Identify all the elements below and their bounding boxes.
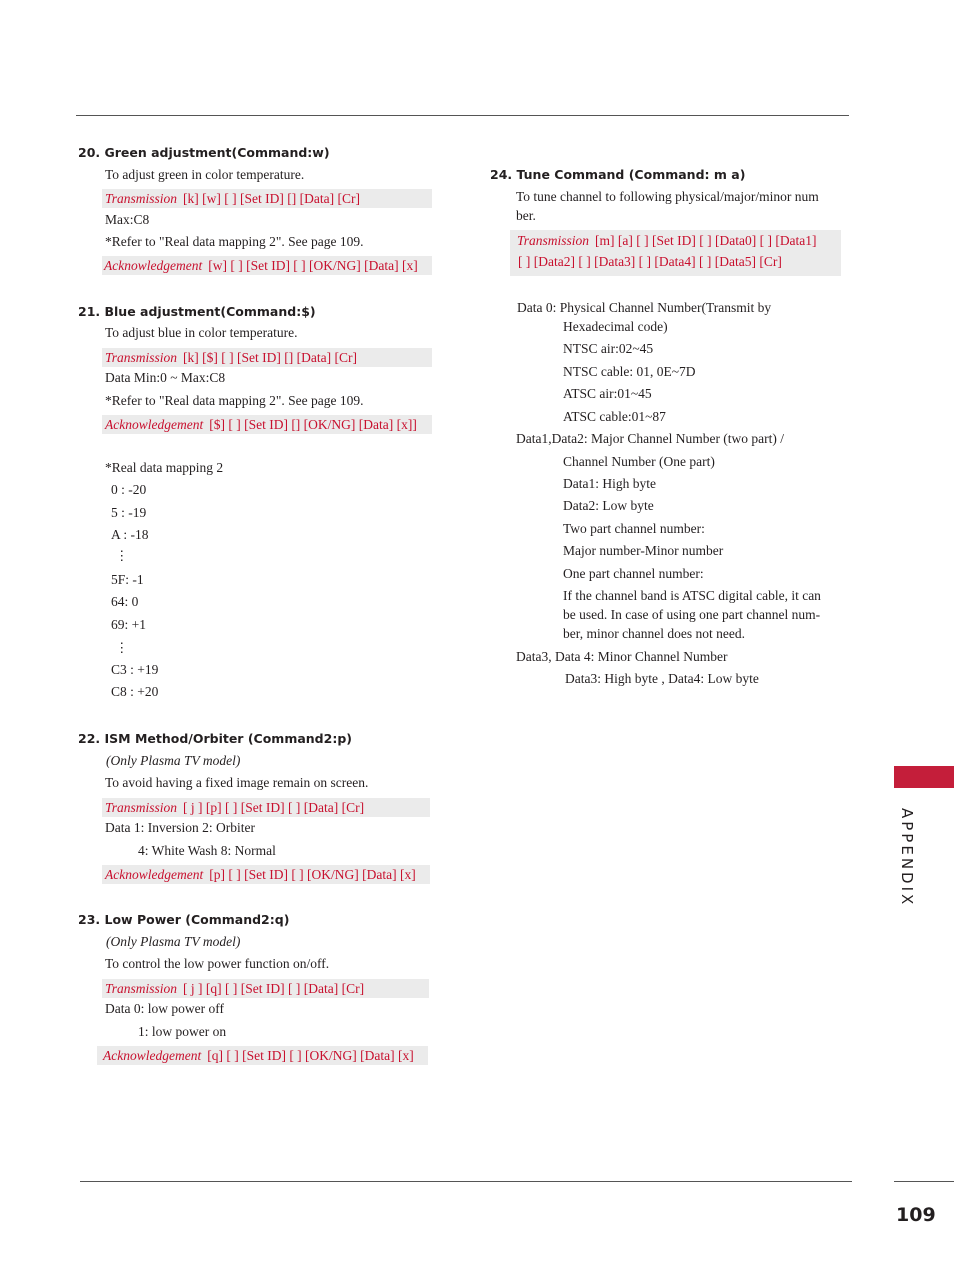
acknowledgement-code: [q] [ ] [Set ID] [ ] [OK/NG] [Data] [x] [207, 1048, 414, 1063]
acknowledgement-label: Acknowledgement [105, 417, 204, 432]
high-byte: Data1: High byte [563, 476, 656, 491]
section-24-desc: To tune channel to following physical/major/minor num [516, 189, 819, 204]
mapping-row: 64: 0 [111, 594, 139, 609]
transmission-label: Transmission [105, 350, 178, 365]
transmission-label: Transmission [517, 233, 590, 248]
bottom-rule [80, 1181, 852, 1182]
section-22-data2: 4: White Wash 8: Normal [138, 843, 276, 858]
note-line-2: be used. In case of using one part channel num- [563, 607, 821, 622]
mapping-row: A : -18 [111, 527, 149, 542]
section-22-desc: To avoid having a fixed image remain on screen. [105, 775, 369, 790]
mapping-row: C3 : +19 [111, 662, 159, 677]
section-21-transmission [102, 348, 432, 367]
atsc-air: ATSC air:01~45 [563, 386, 652, 401]
section-21-acknowledgement [102, 415, 432, 434]
page-number: 109 [896, 1204, 936, 1226]
section-21-refer: *Refer to "Real data mapping 2". See page 109. [105, 393, 364, 408]
mapping-ellipsis: ⋮ [115, 640, 129, 655]
mapping-row: 0 : -20 [111, 482, 147, 497]
transmission-label: Transmission [105, 981, 178, 996]
transmission-code: [k] [w] [ ] [Set ID] [] [Data] [Cr] [183, 191, 360, 206]
channel-number: Channel Number (One part) [563, 454, 715, 469]
appendix-tab-marker [894, 766, 954, 788]
transmission-code: [k] [$] [ ] [Set ID] [] [Data] [Cr] [183, 350, 357, 365]
atsc-cable: ATSC cable:01~87 [563, 409, 666, 424]
transmission-label: Transmission [105, 191, 178, 206]
section-23-data2: 1: low power on [138, 1024, 227, 1039]
data34-bytes: Data3: High byte , Data4: Low byte [565, 671, 759, 686]
data34-line: Data3, Data 4: Minor Channel Number [516, 649, 728, 664]
section-20-transmission [102, 189, 432, 208]
acknowledgement-label: Acknowledgement [104, 258, 203, 273]
note-line-1: If the channel band is ATSC digital cable, it can [563, 588, 821, 603]
data12-line: Data1,Data2: Major Channel Number (two part) / [516, 431, 785, 446]
transmission-code: [ ] [Data2] [ ] [Data3] [ ] [Data4] [ ] [Data5] [Cr] [518, 254, 782, 269]
mapping-row: 69: +1 [111, 617, 146, 632]
data0-line: Data 0: Physical Channel Number(Transmit by [517, 300, 772, 315]
mapping-row: 5 : -19 [111, 505, 147, 520]
acknowledgement-label: Acknowledgement [105, 867, 204, 882]
note-line-3: ber, minor channel does not need. [563, 626, 746, 641]
transmission-code: [ j ] [q] [ ] [Set ID] [ ] [Data] [Cr] [183, 981, 365, 996]
mapping-ellipsis: ⋮ [115, 548, 129, 563]
section-23-transmission [102, 979, 429, 998]
acknowledgement-code: [p] [ ] [Set ID] [ ] [OK/NG] [Data] [x] [209, 867, 416, 882]
section-24-transmission [510, 230, 841, 276]
transmission-line-1 [517, 230, 841, 251]
mapping-row: 5F: -1 [111, 572, 144, 587]
ntsc-air: NTSC air:02~45 [563, 341, 654, 356]
section-23-desc: To control the low power function on/off. [105, 956, 330, 971]
section-20-desc: To adjust green in color temperature. [105, 167, 305, 182]
one-part: One part channel number: [563, 566, 704, 581]
section-22-data1: Data 1: Inversion 2: Orbiter [105, 820, 255, 835]
section-23-note: (Only Plasma TV model) [106, 934, 241, 949]
section-21-range: Data Min:0 ~ Max:C8 [105, 370, 226, 385]
section-22-transmission [102, 798, 430, 817]
section-20-max: Max:C8 [105, 212, 150, 227]
section-22-note: (Only Plasma TV model) [106, 753, 241, 768]
appendix-side-label: APPENDIX [898, 808, 916, 908]
section-23-heading: 23. Low Power (Command2:q) [78, 912, 290, 927]
major-minor: Major number-Minor number [563, 543, 724, 558]
mapping-title: *Real data mapping 2 [105, 460, 224, 475]
low-byte: Data2: Low byte [563, 498, 654, 513]
section-21-desc: To adjust blue in color temperature. [105, 325, 298, 340]
section-24-desc-cont: ber. [516, 208, 536, 223]
section-24-heading: 24. Tune Command (Command: m a) [490, 167, 746, 182]
section-23-acknowledgement [97, 1046, 428, 1065]
mapping-row: C8 : +20 [111, 684, 159, 699]
section-20-refer: *Refer to "Real data mapping 2". See page 109. [105, 234, 364, 249]
transmission-line-2 [518, 251, 841, 272]
section-20-acknowledgement [102, 256, 432, 275]
section-22-heading: 22. ISM Method/Orbiter (Command2:p) [78, 731, 352, 746]
section-20-heading: 20. Green adjustment(Command:w) [78, 145, 330, 160]
ntsc-cable: NTSC cable: 01, 0E~7D [563, 364, 696, 379]
transmission-code: [m] [a] [ ] [Set ID] [ ] [Data0] [ ] [Data1] [595, 233, 817, 248]
section-22-acknowledgement [102, 865, 430, 884]
two-part: Two part channel number: [563, 521, 705, 536]
acknowledgement-code: [w] [ ] [Set ID] [ ] [OK/NG] [Data] [x] [208, 258, 418, 273]
top-rule [76, 115, 849, 116]
data0-line-cont: Hexadecimal code) [563, 319, 668, 334]
page-number-rule [894, 1181, 954, 1182]
transmission-code: [ j ] [p] [ ] [Set ID] [ ] [Data] [Cr] [183, 800, 365, 815]
section-21-heading: 21. Blue adjustment(Command:$) [78, 304, 316, 319]
acknowledgement-label: Acknowledgement [103, 1048, 202, 1063]
section-23-data1: Data 0: low power off [105, 1001, 224, 1016]
transmission-label: Transmission [105, 800, 178, 815]
acknowledgement-code: [$] [ ] [Set ID] [] [OK/NG] [Data] [x]] [209, 417, 417, 432]
